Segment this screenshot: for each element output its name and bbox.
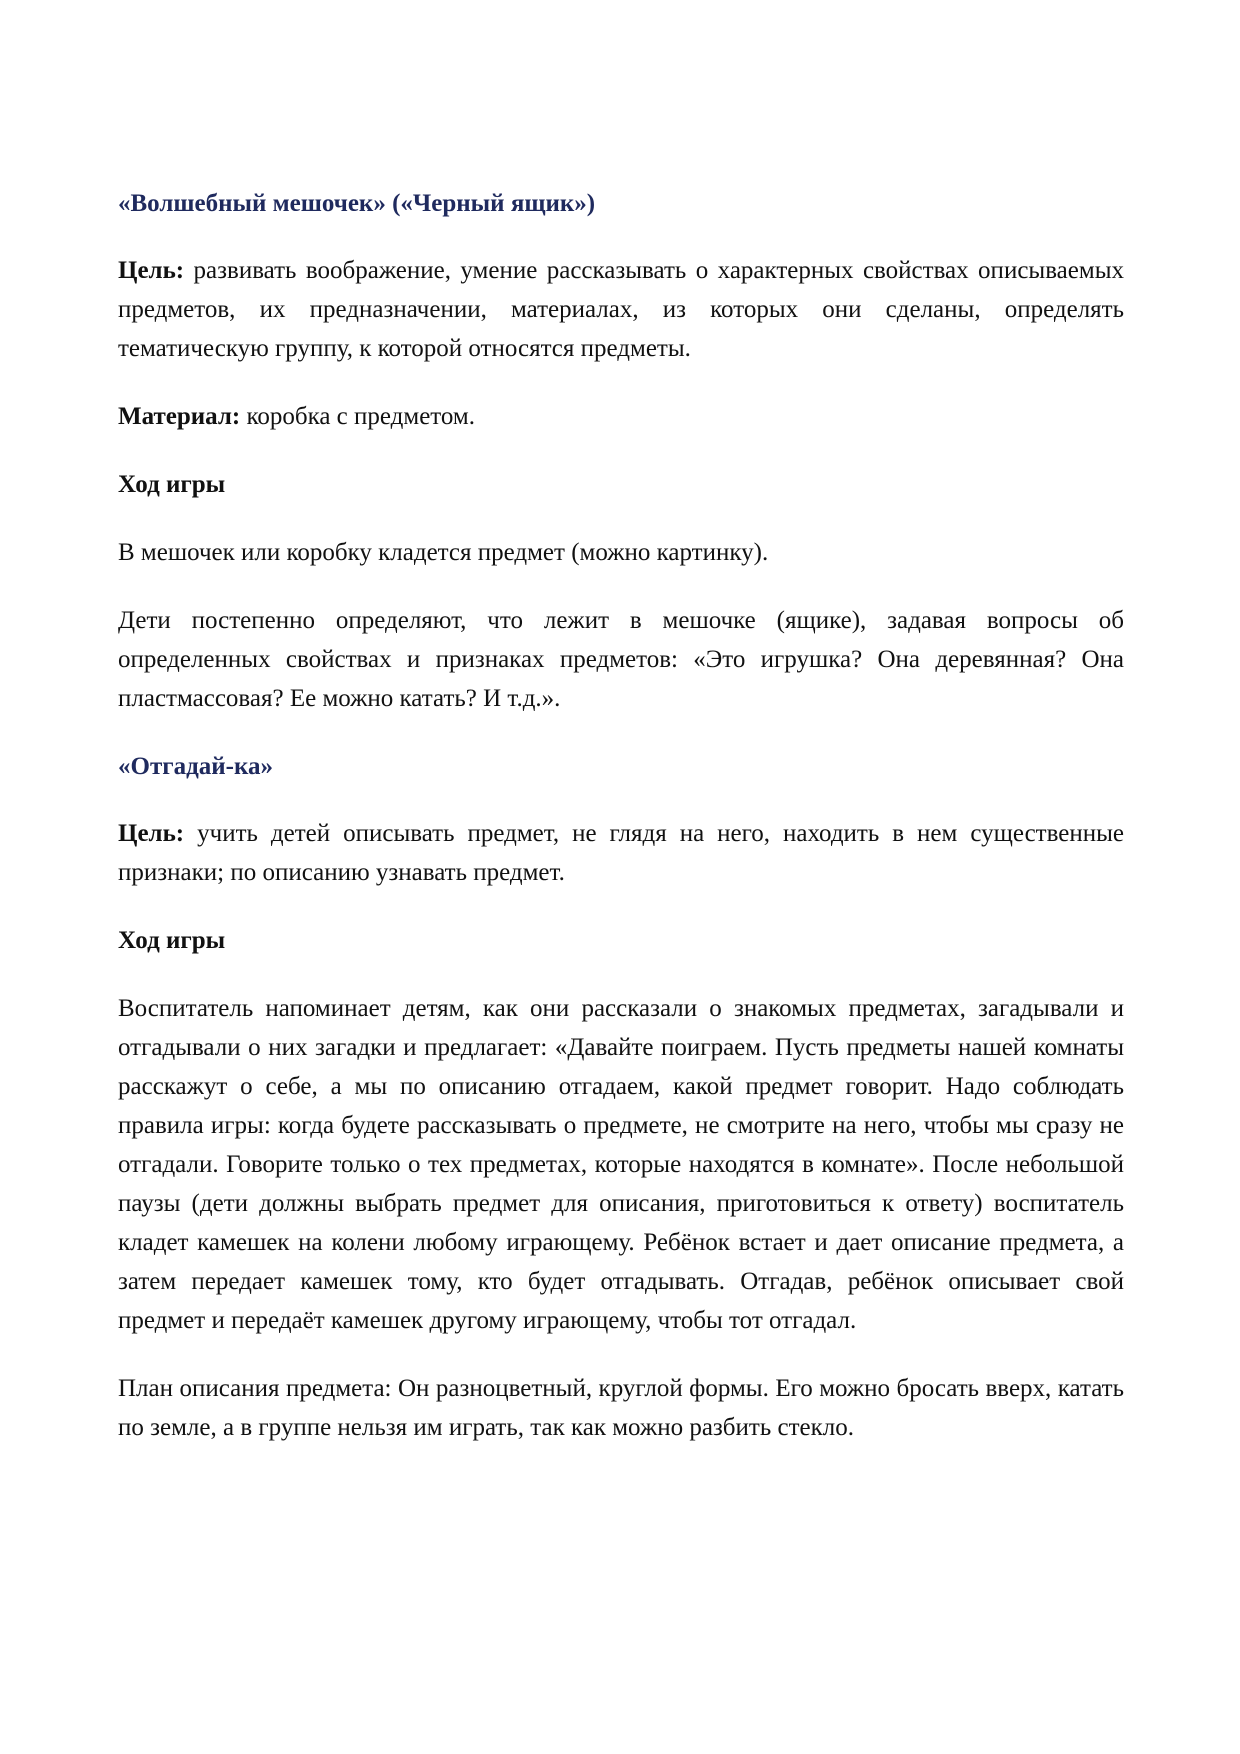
material-paragraph xyxy=(118,397,1124,436)
process-paragraph: Дети постепенно определяют, что лежит в мешочке (ящике), задавая вопросы об определенных свойствах и признаках предметов: «Это игрушка? Она деревянная? Она пластмассовая? Ее можно катать? И т.д.». xyxy=(118,607,1124,712)
goal-paragraph xyxy=(118,814,1124,892)
goal-text: развивать воображение, умение рассказывать о характерных свойствах описываемых предметов, их предназначении, материалах, из которых они сделаны, определять тематическую группу, к которой относятся предметы. xyxy=(118,257,1124,362)
process-paragraph: Воспитатель напоминает детям, как они рассказали о знакомых предметах, загадывали и отгадывали о них загадки и предлагает: «Давайте поиграем. Пусть предметы нашей комнаты расскажут о себе, а мы по описанию отгадаем, какой предмет говорит. Надо соблюдать правила игры: когда будете рассказывать о предмете, не смотрите на него, чтобы мы сразу не отгадали. Говорите только о тех предметах, которые находятся в комнате». После небольшой паузы (дети должны выбрать предмет для описания, приготовиться к ответу) воспитатель кладет камешек на колени любому играющему. Ребёнок встает и дает описание предмета, а затем передает камешек тому, кто будет отгадывать. Отгадав, ребёнок описывает свой предмет и передаёт камешек другому играющему, чтобы тот отгадал. xyxy=(118,995,1124,1334)
description-plan-paragraph: План описания предмета: Он разноцветный, круглой формы. Его можно бросать вверх, катать по земле, а в группе нельзя им играть, так как можно разбить стекло. xyxy=(118,1375,1124,1441)
process-heading: Ход игры xyxy=(118,927,226,954)
game-title-guess: «Отгадай-ка» xyxy=(118,753,273,780)
process-heading: Ход игры xyxy=(118,471,226,498)
material-label: Материал: xyxy=(118,403,241,430)
goal-label: Цель: xyxy=(118,257,185,284)
process-paragraph: В мешочек или коробку кладется предмет (можно картинку). xyxy=(118,539,769,566)
goal-label: Цель: xyxy=(118,820,185,847)
goal-paragraph xyxy=(118,251,1124,368)
game-title-magic-bag: «Волшебный мешочек» («Черный ящик») xyxy=(118,190,596,217)
goal-text: учить детей описывать предмет, не глядя на него, находить в нем существенные признаки; по описанию узнавать предмет. xyxy=(118,820,1124,886)
material-text: коробка с предметом. xyxy=(240,403,475,430)
